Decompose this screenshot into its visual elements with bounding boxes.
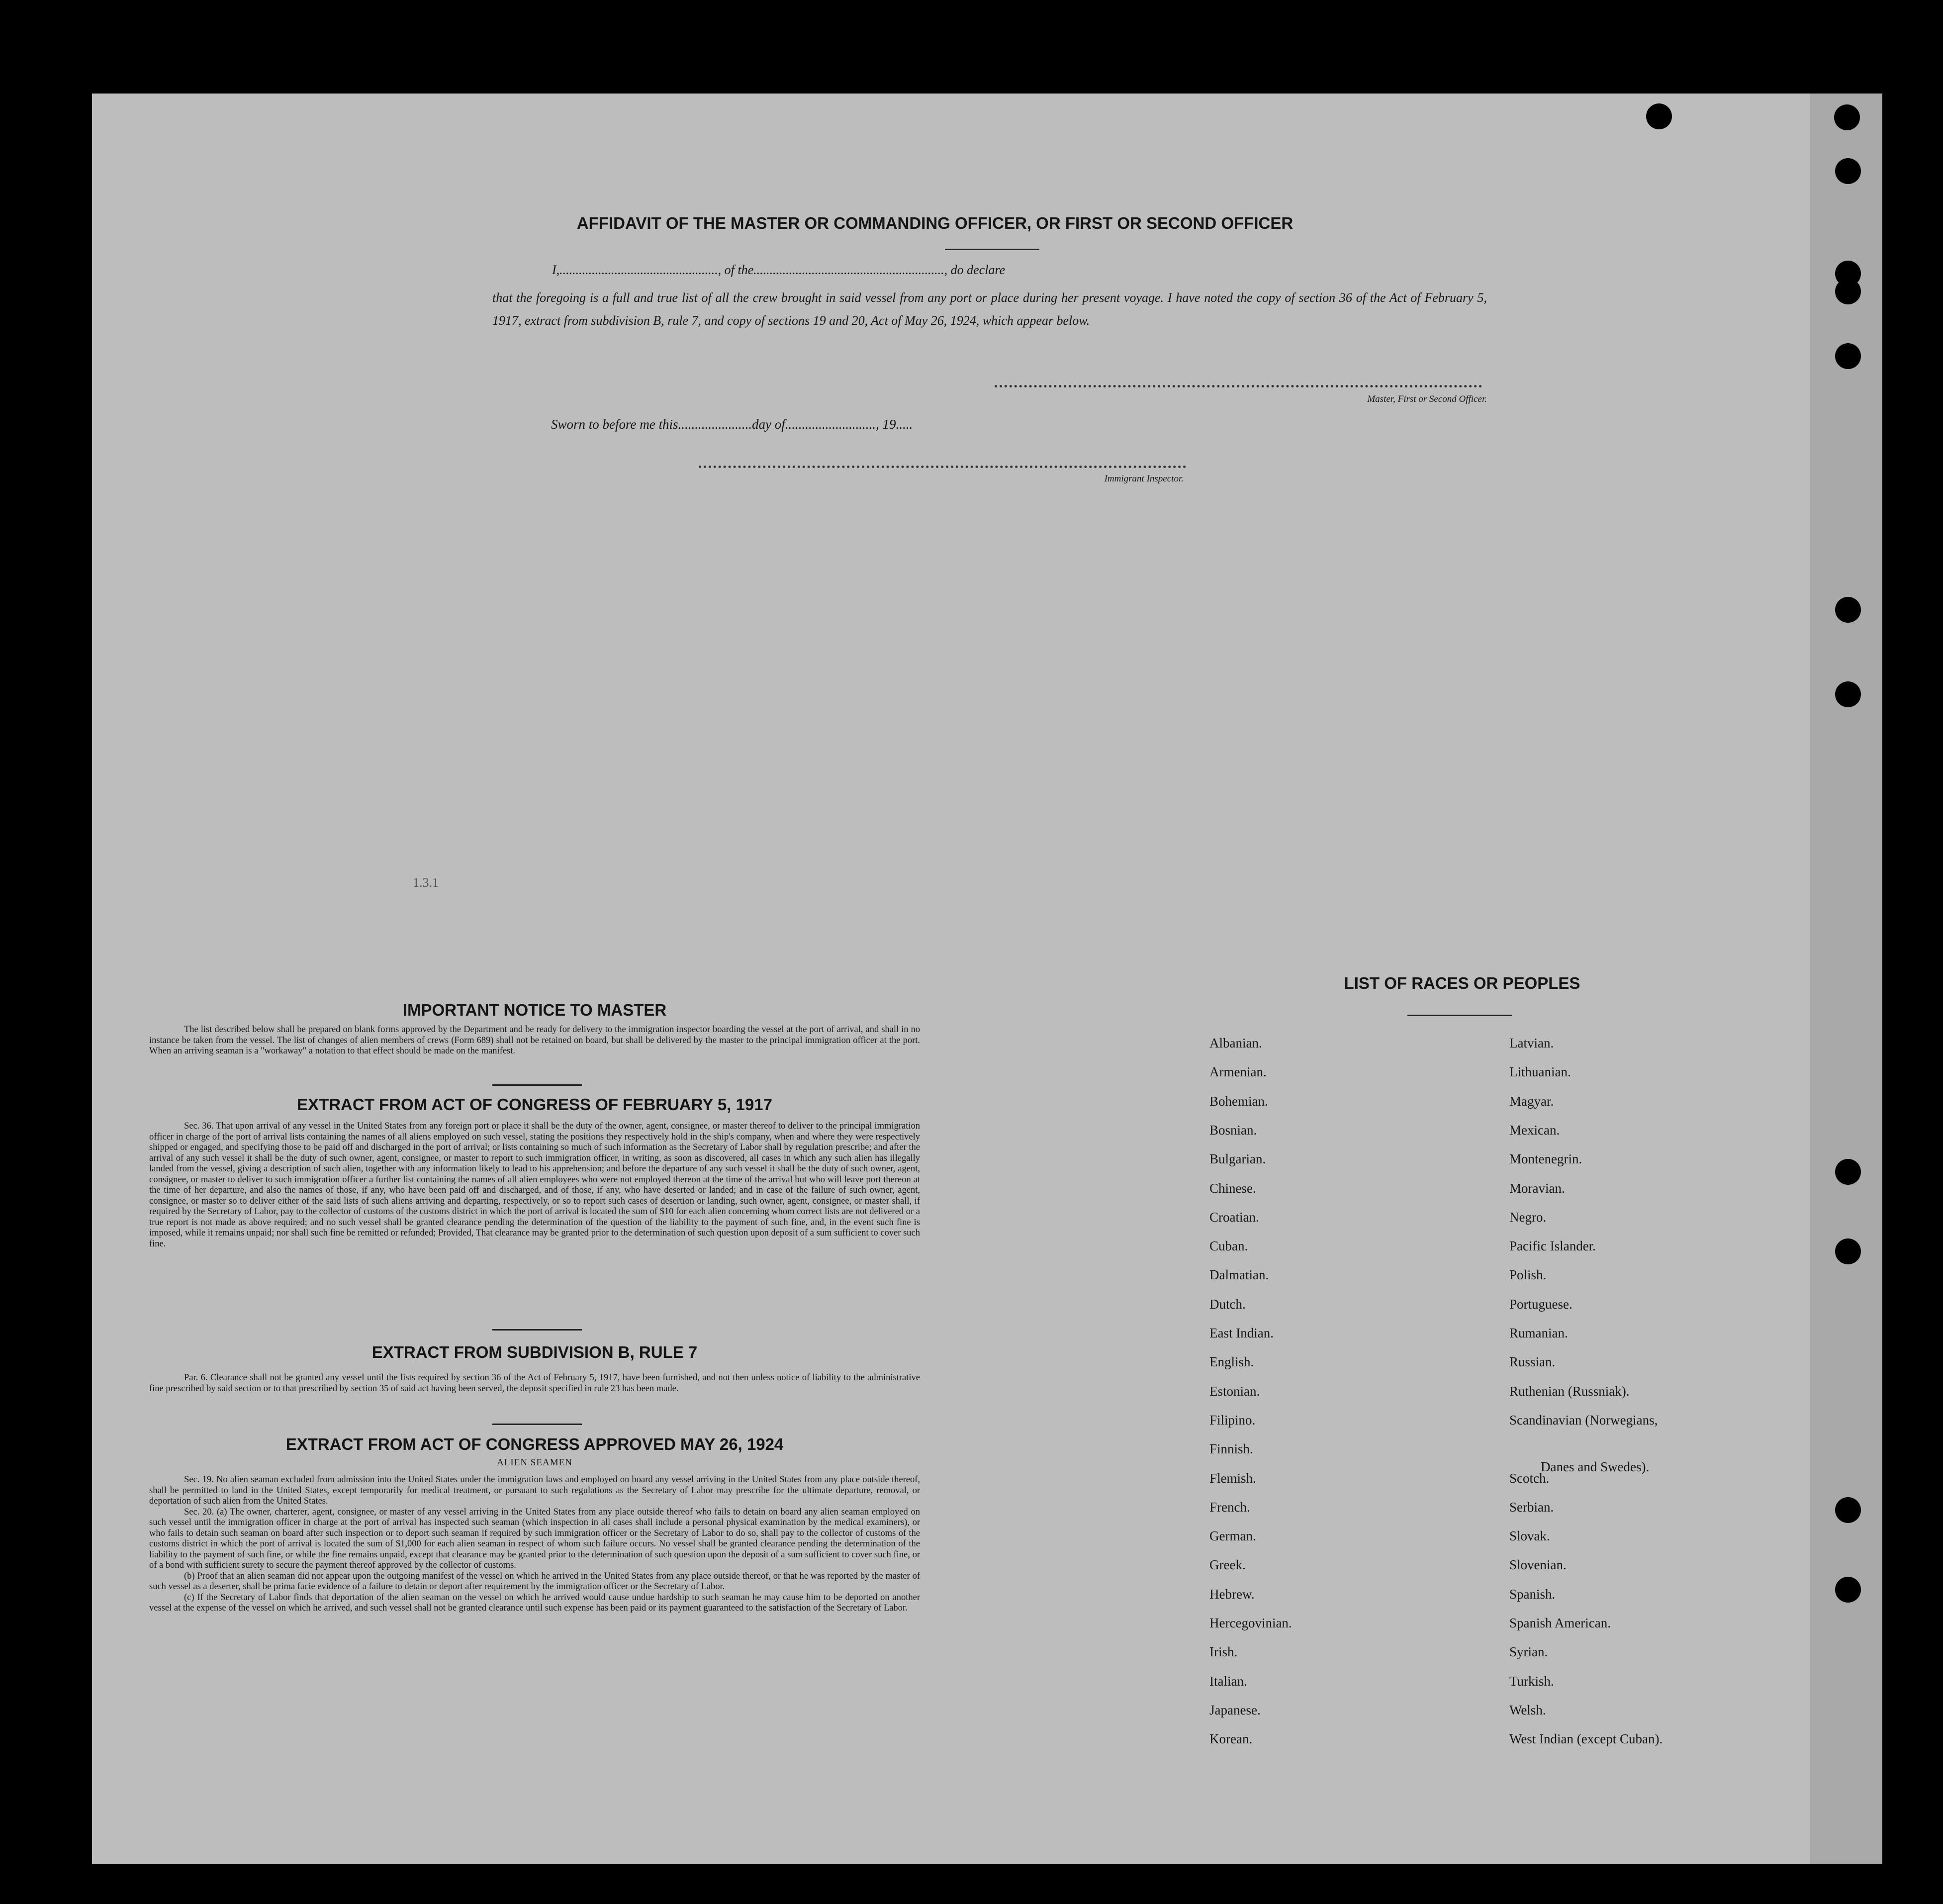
race-item: Serbian. — [1509, 1499, 1554, 1515]
race-item: Albanian. — [1209, 1036, 1262, 1050]
race-item: Welsh. — [1509, 1702, 1546, 1717]
punch-hole — [1835, 1159, 1861, 1185]
race-item: Japanese. — [1209, 1702, 1261, 1717]
punch-hole — [1835, 597, 1861, 623]
race-item: Danes and Swedes). — [1541, 1459, 1650, 1475]
race-item: Finnish. — [1209, 1441, 1253, 1457]
race-item: Armenian. — [1209, 1064, 1267, 1080]
race-item: Bohemian. — [1209, 1093, 1268, 1109]
race-item: Irish. — [1209, 1644, 1238, 1660]
race-item: Bosnian. — [1209, 1122, 1257, 1138]
races-title: LIST OF RACES OR PEOPLES — [1344, 974, 1580, 992]
race-item: Latvian. — [1509, 1036, 1554, 1050]
master-signature-label: Master, First or Second Officer. — [1367, 394, 1487, 404]
race-item: Slovak. — [1509, 1528, 1550, 1544]
race-item: Lithuanian. — [1509, 1064, 1571, 1080]
race-item: Hebrew. — [1209, 1586, 1255, 1602]
sec-20b-text: (b) Proof that an alien seaman did not appear upon the outgoing manifest of the vessel on which he arrived in the United States from any place outside thereof, or that he was reported by the master of such vessel as a deserter, shall be prima facie evidence of a failure to detain or deport after requirement by the immigration officer or the Secretary of Labor. — [149, 1571, 920, 1592]
race-item: Scandinavian (Norwegians, — [1509, 1412, 1658, 1428]
punch-hole — [1834, 104, 1860, 130]
race-item: Chinese. — [1209, 1180, 1256, 1196]
extract-1924-title: EXTRACT FROM ACT OF CONGRESS APPROVED MAY 26, 1924 — [285, 1435, 784, 1453]
race-item: Estonian. — [1209, 1383, 1260, 1399]
race-item: Korean. — [1209, 1731, 1253, 1747]
race-item: Portuguese. — [1509, 1296, 1573, 1312]
sworn-line: Sworn to before me this......................day of..........................., 19..... — [551, 417, 913, 432]
affidavit-body: that the foregoing is a full and true list of all the crew brought in said vessel from any port or place during her present voyage. I have noted the copy of section 36 of the Act of February 5, 1917, extract from subdivision B, rule 7, and copy of sections 19 and 20, Act of May 26, 1924, which appear below. — [492, 290, 1487, 328]
race-item: German. — [1209, 1528, 1256, 1544]
race-item: Rumanian. — [1509, 1326, 1568, 1340]
race-item: Ruthenian (Russniak). — [1509, 1383, 1630, 1399]
race-item: Cuban. — [1209, 1238, 1248, 1254]
race-item: English. — [1209, 1354, 1254, 1370]
race-item: Spanish. — [1509, 1586, 1556, 1602]
race-item: Magyar. — [1509, 1093, 1554, 1109]
race-item: West Indian (except Cuban). — [1509, 1731, 1663, 1747]
section-rule — [492, 1329, 582, 1331]
race-item: Italian. — [1209, 1673, 1247, 1689]
extract-rule7-text: Par. 6. Clearance shall not be granted any vessel until the lists required by section 36 of the Act of February 5, 1917, have been furnished, and not then unless notice of liability to the administrative fine prescribed by said section or to that prescribed by section 35 of said act having been served, the deposit specified in rule 23 has been made. — [149, 1373, 920, 1394]
race-item: Montenegrin. — [1509, 1151, 1582, 1167]
race-item: Croatian. — [1209, 1209, 1259, 1225]
race-item: Negro. — [1509, 1209, 1547, 1225]
extract-rule7-title: EXTRACT FROM SUBDIVISION B, RULE 7 — [371, 1343, 698, 1361]
inspector-label: Immigrant Inspector. — [1104, 474, 1184, 484]
punch-hole — [1835, 1497, 1861, 1523]
title-rule — [945, 249, 1039, 250]
extract-1917-text: Sec. 36. That upon arrival of any vessel in the United States from any foreign port or place it shall be the duty of the owner, agent, consignee, or master thereof to deliver to the principal immigration officer in charge of the port of arrival lists containing the names of all aliens employed on such vessel, stating the positions they respectively hold in the ship's company, when and where they were respectively shipped or engaged, and specifying those to be paid off and discharged in the port of arrival; or lists containing so much of such information as the Secretary of Labor shall by regulation prescribe; and after the arrival of any such vessel it shall be the duty of such owner, agent, consignee, or master to report to such immigration officer, in writing, as soon as discovered, all cases in which any such alien has illegally landed from the vessel, giving a description of such alien, together with any information likely to lead to his apprehension; and before the departure of any such vessel it shall be the duty of such owner, agent, consignee, or master to deliver to such immigration officer a further list containing the names of all alien employees who were not employed thereon at the time of the arrival but who will leave port thereon at the time of her departure, and also the names of those, if any, who have been paid off and discharged, and of those, if any, who have deserted or landed; and in case of the failure of such owner, agent, consignee, or master so to deliver either of the said lists of such aliens arriving and departing, respectively, or so to report such cases of desertion or landing, such owner, agent, consignee, or master shall, if required by the Secretary of Labor, pay to the collector of customs of the customs district in which the port of arrival is located the sum of $10 for each alien concerning whom correct lists are not delivered or a true report is not made as above required; and no such vessel shall be granted clearance pending the determination of the question of the liability to the payment of such fine, and, in the event such fine is imposed, while it remains unpaid; nor shall such fine be remitted or refunded; Provided, That clearance may be granted prior to the determination of such question upon deposit of a sum sufficient to cover such fine. — [149, 1121, 920, 1249]
inspector-signature-line — [699, 462, 1186, 468]
extract-1924-subtitle: ALIEN SEAMEN — [497, 1457, 572, 1468]
punch-hole — [1835, 279, 1861, 304]
race-item: Dutch. — [1209, 1296, 1246, 1312]
race-item: Dalmatian. — [1209, 1267, 1269, 1283]
race-item: Polish. — [1509, 1267, 1547, 1283]
notice-text: The list described below shall be prepared on blank forms approved by the Department and be ready for delivery to the immigration inspector boarding the vessel at the port of arrival, and shall in no instance be taken from the vessel. The list of changes of alien members of crews (Form 689) shall not be retained on board, but shall be delivered by the master to the principal immigration officer at the port. When an arriving seaman is a "workaway" a notation to that effect should be made on the manifest. — [149, 1025, 920, 1056]
notice-title: IMPORTANT NOTICE TO MASTER — [402, 1001, 667, 1019]
race-item: Spanish American. — [1509, 1616, 1611, 1630]
affidavit-declaration-line: I,................................................., of the..........................................................., do declare — [552, 263, 1006, 277]
punch-hole — [1835, 158, 1861, 184]
punch-hole — [1835, 343, 1861, 369]
punch-hole — [1835, 1238, 1861, 1264]
punch-hole — [1835, 681, 1861, 707]
race-item: Syrian. — [1509, 1644, 1548, 1660]
punch-hole — [1835, 1577, 1861, 1603]
race-item: Pacific Islander. — [1509, 1238, 1596, 1254]
sec-20c-text: (c) If the Secretary of Labor finds that deportation of the alien seaman on the vessel on which he arrived would cause undue hardship to such seaman he may cause him to be deported on another vessel at the expense of the vessel on which he arrived, and such vessel shall not be granted clearance until such expense has been paid or its payment guaranteed to the satisfaction of the Secretary of Labor. — [149, 1592, 920, 1613]
race-item: Turkish. — [1509, 1673, 1554, 1689]
races-title-rule — [1407, 1015, 1512, 1016]
sec-20a-text: Sec. 20. (a) The owner, charterer, agent, consignee, or master of any vessel arriving in the United States from any place outside thereof who fails to detain on board any alien seaman employed on such vessel until the immigration officer in charge at the port of arrival has inspected such seaman (which inspection in all cases shall include a personal physical examination by the medical examiners), or who fails to detain such seaman on board after such inspection or to deport such seaman if required by such immigration officer or the Secretary of Labor to do so, shall pay to the collector of customs of the customs district in which the port of arrival is located the sum of $1,000 for each alien seaman in respect of whom such failure occurs. No vessel shall be granted clearance pending the determination of the liability to the payment of such fine, or while the fine remains unpaid, except that clearance may be granted prior to the determination of such question upon the deposit of a sum sufficient to cover such fine, or of a bond with sufficient surety to secure the payment thereof approved by the collector of customs. — [149, 1507, 920, 1570]
faint-annotation: 1.3.1 — [413, 875, 439, 890]
punch-hole — [1646, 103, 1672, 129]
race-item: French. — [1209, 1499, 1250, 1515]
race-item: Scotch. — [1509, 1470, 1550, 1486]
race-item: East Indian. — [1209, 1326, 1274, 1340]
race-item: Slovenian. — [1509, 1557, 1567, 1573]
master-signature-line — [995, 381, 1482, 387]
race-item: Flemish. — [1209, 1470, 1256, 1486]
race-item: Bulgarian. — [1209, 1151, 1266, 1167]
extract-1917-title: EXTRACT FROM ACT OF CONGRESS OF FEBRUARY 5, 1917 — [297, 1095, 772, 1114]
race-item: Greek. — [1209, 1557, 1246, 1573]
section-rule — [492, 1424, 582, 1425]
race-item: Filipino. — [1209, 1412, 1256, 1428]
race-item: Hercegovinian. — [1209, 1616, 1292, 1630]
affidavit-title: AFFIDAVIT OF THE MASTER OR COMMANDING OFFICER, OR FIRST OR SECOND OFFICER — [576, 214, 1294, 232]
race-item: Mexican. — [1509, 1122, 1560, 1138]
section-rule — [492, 1084, 582, 1086]
sec-19-text: Sec. 19. No alien seaman excluded from admission into the United States under the immigration laws and employed on board any vessel arriving in the United States from any place outside thereof, shall be permitted to land in the United States, except temporarily for medical treatment, or pursuant to such regulations as the Secretary of Labor may prescribe for the ultimate departure, removal, or deportation of such alien from the United States. — [149, 1475, 920, 1506]
race-item: Russian. — [1509, 1354, 1556, 1370]
race-item: Moravian. — [1509, 1180, 1565, 1196]
extract-1924-text — [149, 1475, 920, 1614]
